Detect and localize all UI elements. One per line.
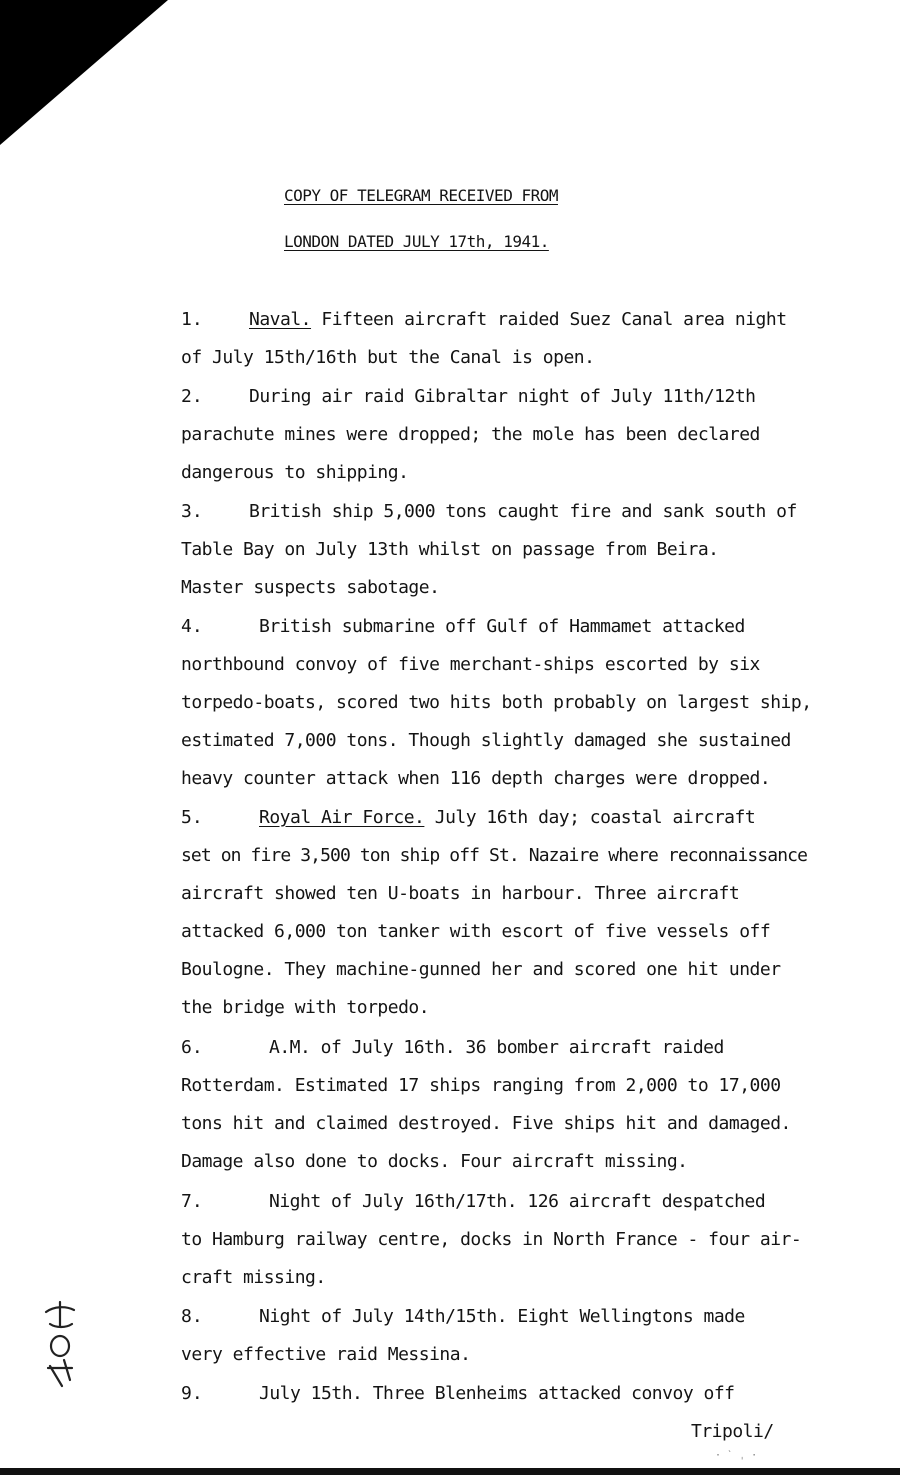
item-number: 9. — [181, 1383, 203, 1404]
item-6-line-2: Rotterdam. Estimated 17 ships ranging from 2,000 to 17,000 — [181, 1075, 781, 1096]
item-6-line-1: A.M. of July 16th. 36 bomber aircraft raided — [269, 1037, 724, 1058]
item-2-line-2: parachute mines were dropped; the mole has been declared — [181, 424, 760, 445]
item-text: Fifteen aircraft raided Suez Canal area night — [321, 309, 787, 330]
item-number: 2. — [181, 386, 203, 407]
item-4-line-3: torpedo-boats, scored two hits both probably on largest ship, — [181, 692, 812, 713]
item-3-line-1: British ship 5,000 tons caught fire and sank south of — [249, 501, 797, 522]
item-4-line-1: British submarine off Gulf of Hammamet attacked — [259, 616, 745, 637]
heading-line-2: LONDON DATED JULY 17th, 1941. — [284, 232, 549, 251]
item-9-line-1: July 15th. Three Blenheims attacked convoy off — [259, 1383, 735, 1404]
handwritten-margin-note — [40, 1300, 84, 1392]
black-corner-fold — [0, 0, 170, 150]
item-5-line-5: Boulogne. They machine-gunned her and scored one hit under — [181, 959, 781, 980]
section-label-raf: Royal Air Force. — [259, 807, 425, 828]
continuation-word: Tripoli/ — [691, 1421, 774, 1442]
item-number: 5. — [181, 807, 203, 828]
item-7-line-1: Night of July 16th/17th. 126 aircraft despatched — [269, 1191, 766, 1212]
section-label-naval: Naval. — [249, 309, 312, 330]
scan-artifact-marks: · ˋ ˌ · — [715, 1450, 758, 1461]
item-5-line-2: set on fire 3,500 ton ship off St. Nazaire where reconnaissance — [181, 845, 808, 866]
item-1-line-1 — [249, 309, 787, 330]
item-6-line-4: Damage also done to docks. Four aircraft missing. — [181, 1151, 688, 1172]
item-text: July 16th day; coastal aircraft — [434, 807, 756, 828]
item-4-line-4: estimated 7,000 tons. Though slightly damaged she sustained — [181, 730, 791, 751]
item-4-line-5: heavy counter attack when 116 depth charges were dropped. — [181, 768, 771, 789]
item-6-line-3: tons hit and claimed destroyed. Five ships hit and damaged. — [181, 1113, 791, 1134]
item-5-line-1 — [259, 807, 755, 828]
item-4-line-2: northbound convoy of five merchant-ships escorted by six — [181, 654, 760, 675]
item-7-line-2: to Hamburg railway centre, docks in North France - four air- — [181, 1229, 802, 1250]
scan-bottom-edge — [0, 1468, 900, 1475]
item-3-line-3: Master suspects sabotage. — [181, 577, 440, 598]
heading-line-1: COPY OF TELEGRAM RECEIVED FROM — [284, 186, 558, 205]
item-2-line-3: dangerous to shipping. — [181, 462, 409, 483]
item-number: 3. — [181, 501, 203, 522]
item-number: 4. — [181, 616, 203, 637]
item-7-line-3: craft missing. — [181, 1267, 326, 1288]
item-number: 1. — [181, 309, 203, 330]
item-1-line-2: of July 15th/16th but the Canal is open. — [181, 347, 595, 368]
item-2-line-1: During air raid Gibraltar night of July 11th/12th — [249, 386, 756, 407]
item-8-line-2: very effective raid Messina. — [181, 1344, 471, 1365]
item-5-line-4: attacked 6,000 ton tanker with escort of five vessels off — [181, 921, 771, 942]
item-5-line-6: the bridge with torpedo. — [181, 997, 430, 1018]
item-3-line-2: Table Bay on July 13th whilst on passage from Beira. — [181, 539, 719, 560]
item-5-line-3: aircraft showed ten U-boats in harbour. Three aircraft — [181, 883, 740, 904]
item-number: 6. — [181, 1037, 203, 1058]
item-8-line-1: Night of July 14th/15th. Eight Wellingtons made — [259, 1306, 745, 1327]
item-number: 8. — [181, 1306, 203, 1327]
item-number: 7. — [181, 1191, 203, 1212]
